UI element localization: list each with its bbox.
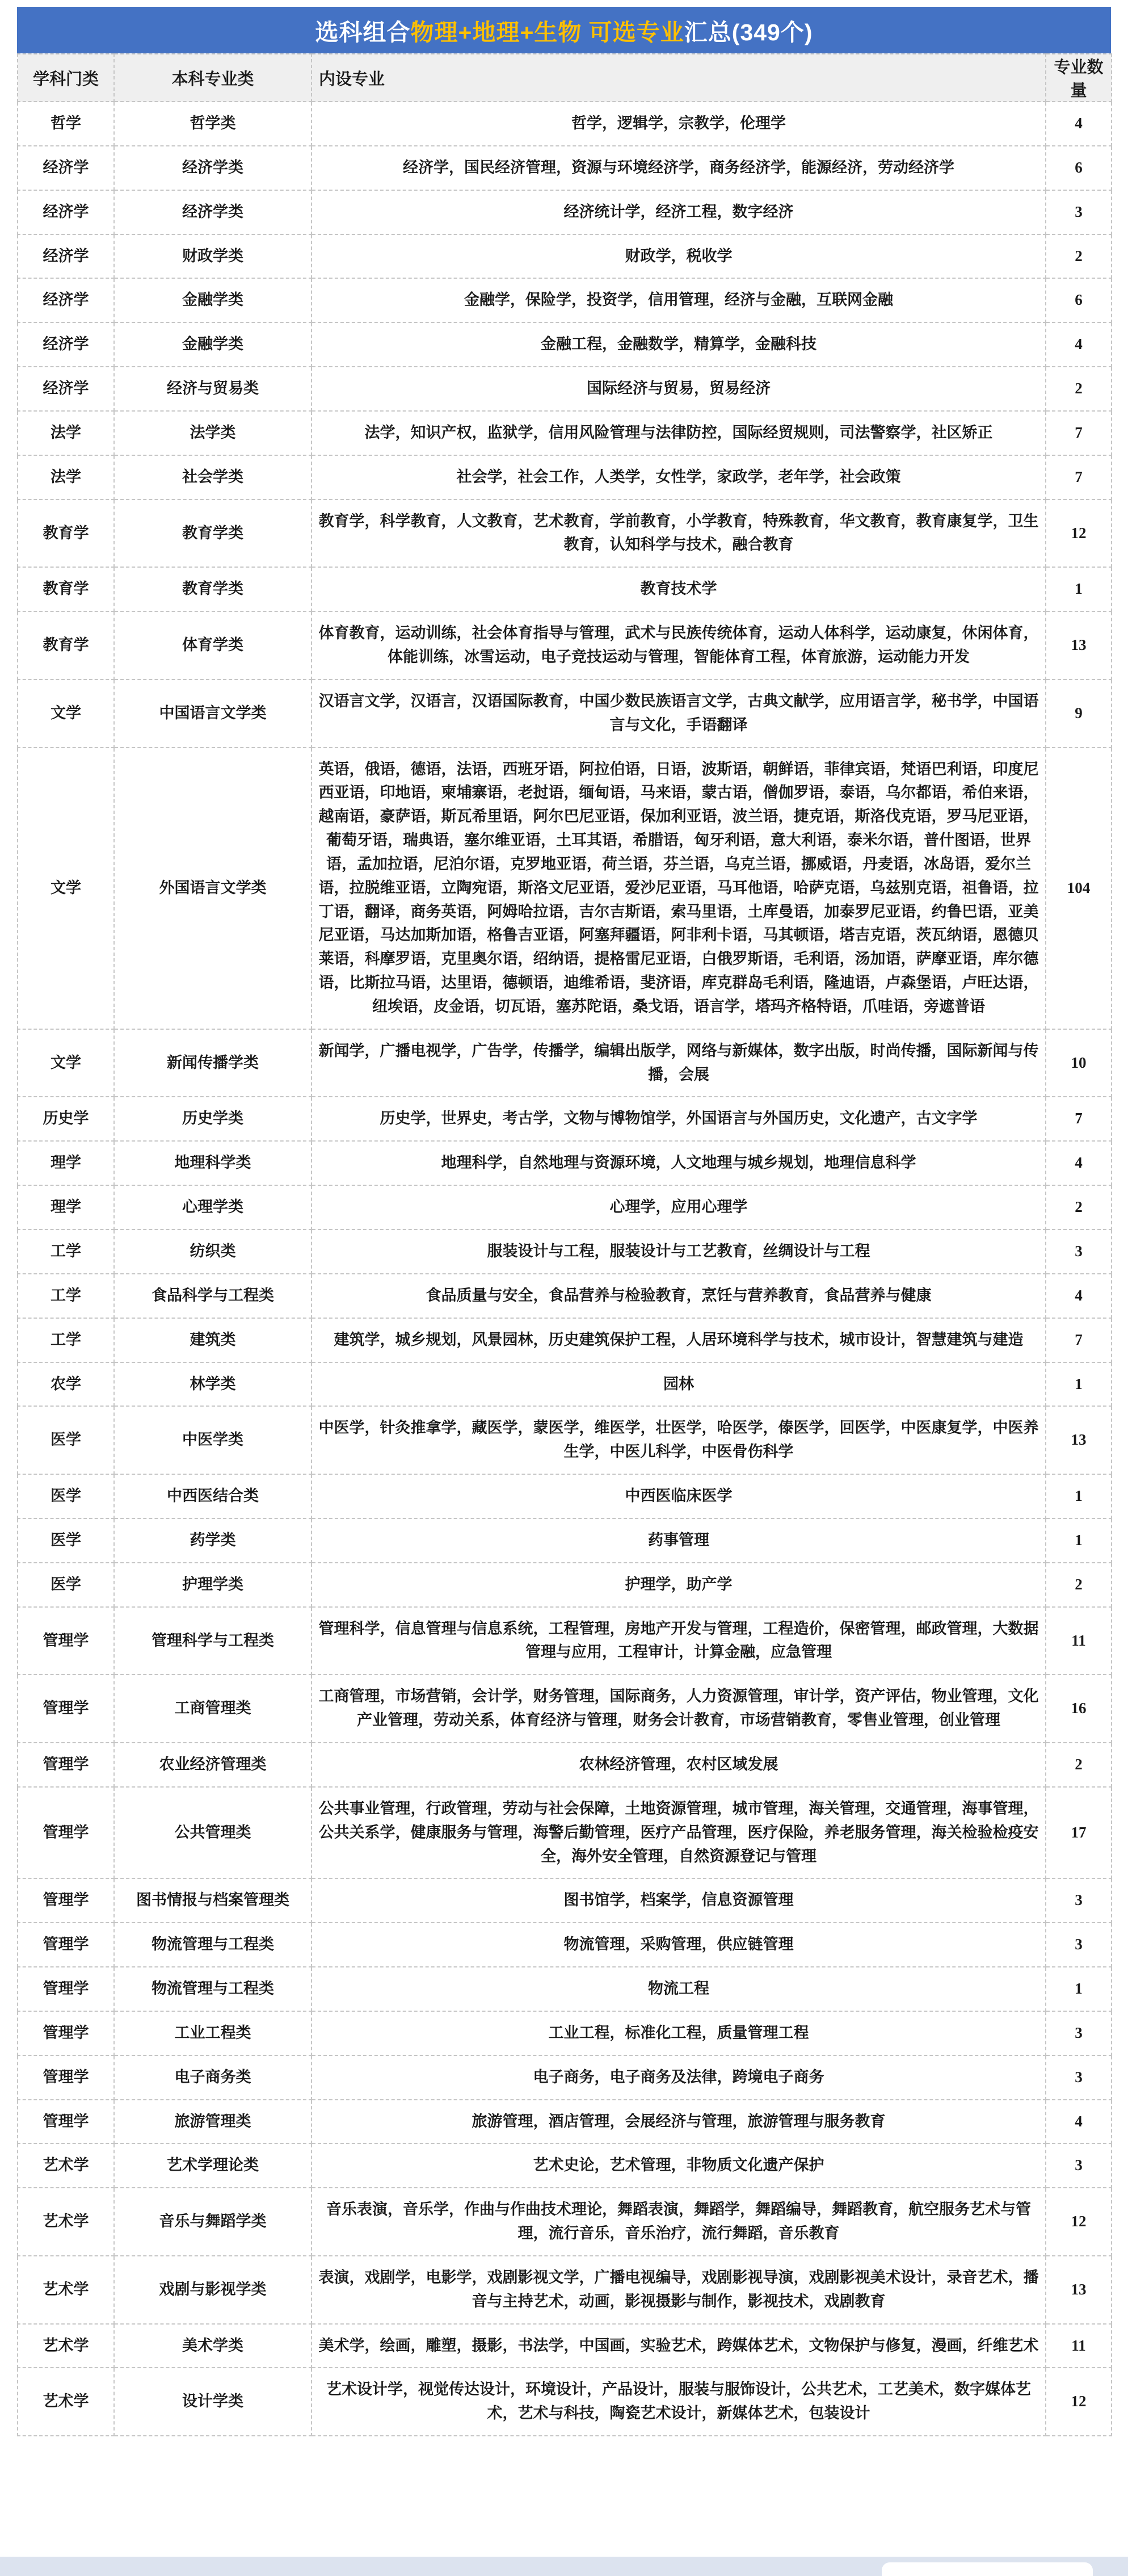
major-count-cell: 12 <box>1046 500 1112 568</box>
major-class-cell: 教育学类 <box>114 500 312 568</box>
major-class-cell: 设计学类 <box>114 2368 312 2436</box>
table-row <box>18 367 1112 411</box>
major-count-cell: 7 <box>1046 455 1112 500</box>
major-count-cell: 7 <box>1046 411 1112 455</box>
major-count-cell: 10 <box>1046 1029 1112 1097</box>
majors-list-cell: 服装设计与工程，服装设计与工艺教育，丝绸设计与工程 <box>312 1230 1046 1274</box>
table-row <box>18 1607 1112 1675</box>
majors-list-cell: 图书馆学，档案学，信息资源管理 <box>312 1878 1046 1923</box>
major-class-cell: 电子商务类 <box>114 2055 312 2100</box>
table-row <box>18 2256 1112 2324</box>
major-class-cell: 护理学类 <box>114 1563 312 1607</box>
category-cell: 法学 <box>18 455 114 500</box>
majors-list-cell: 工业工程，标准化工程，质量管理工程 <box>312 2011 1046 2055</box>
major-count-cell: 13 <box>1046 1406 1112 1474</box>
table-row <box>18 1563 1112 1607</box>
majors-list-cell: 哲学，逻辑学，宗教学，伦理学 <box>312 102 1046 146</box>
header-row <box>18 54 1112 102</box>
major-count-cell: 104 <box>1046 748 1112 1029</box>
majors-list-cell: 地理科学，自然地理与资源环境，人文地理与城乡规划，地理信息科学 <box>312 1141 1046 1185</box>
table-row <box>18 1474 1112 1518</box>
table-row <box>18 278 1112 322</box>
category-cell: 医学 <box>18 1474 114 1518</box>
majors-list-cell: 财政学，税收学 <box>312 234 1046 279</box>
category-cell: 经济学 <box>18 190 114 234</box>
major-count-cell: 2 <box>1046 234 1112 279</box>
majors-list-cell: 护理学，助产学 <box>312 1563 1046 1607</box>
major-count-cell: 4 <box>1046 2100 1112 2144</box>
category-cell: 哲学 <box>18 102 114 146</box>
column-header-category: 学科门类 <box>18 54 114 102</box>
category-cell: 教育学 <box>18 611 114 679</box>
table-row <box>18 455 1112 500</box>
majors-list-cell: 食品质量与安全，食品营养与检验教育，烹饪与营养教育，食品营养与健康 <box>312 1274 1046 1318</box>
category-cell: 法学 <box>18 411 114 455</box>
category-cell: 艺术学 <box>18 2188 114 2256</box>
majors-list-cell: 经济统计学，经济工程，数字经济 <box>312 190 1046 234</box>
major-class-cell: 工商管理类 <box>114 1675 312 1743</box>
table-row <box>18 567 1112 611</box>
category-cell: 医学 <box>18 1518 114 1563</box>
major-class-cell: 纺织类 <box>114 1230 312 1274</box>
major-class-cell: 药学类 <box>114 1518 312 1563</box>
category-cell: 管理学 <box>18 1923 114 1967</box>
category-cell: 管理学 <box>18 1967 114 2011</box>
major-class-cell: 农业经济管理类 <box>114 1743 312 1787</box>
table-row <box>18 322 1112 367</box>
title-prefix: 选科组合 <box>315 19 411 45</box>
column-header-count: 专业数量 <box>1046 54 1112 102</box>
major-class-cell: 管理科学与工程类 <box>114 1607 312 1675</box>
major-count-cell: 3 <box>1046 190 1112 234</box>
majors-list-cell: 旅游管理，酒店管理，会展经济与管理，旅游管理与服务教育 <box>312 2100 1046 2144</box>
major-class-cell: 中国语言文学类 <box>114 679 312 748</box>
major-count-cell: 2 <box>1046 1563 1112 1607</box>
table-row <box>18 2055 1112 2100</box>
category-cell: 艺术学 <box>18 2368 114 2436</box>
major-count-cell: 1 <box>1046 567 1112 611</box>
major-class-cell: 教育学类 <box>114 567 312 611</box>
majors-list-cell: 教育学，科学教育，人文教育，艺术教育，学前教育，小学教育，特殊教育，华文教育，教育康复学，卫生教育，认知科学与技术，融合教育 <box>312 500 1046 568</box>
major-class-cell: 体育学类 <box>114 611 312 679</box>
column-header-major-class: 本科专业类 <box>114 54 312 102</box>
major-count-cell: 1 <box>1046 1362 1112 1407</box>
major-count-cell: 9 <box>1046 679 1112 748</box>
table-row <box>18 411 1112 455</box>
table-row <box>18 1967 1112 2011</box>
major-class-cell: 物流管理与工程类 <box>114 1967 312 2011</box>
category-cell: 艺术学 <box>18 2143 114 2188</box>
category-cell: 文学 <box>18 748 114 1029</box>
category-cell: 工学 <box>18 1230 114 1274</box>
major-count-cell: 3 <box>1046 1923 1112 1967</box>
table-row <box>18 1878 1112 1923</box>
table-row <box>18 2100 1112 2144</box>
category-cell: 医学 <box>18 1563 114 1607</box>
majors-list-cell: 艺术史论，艺术管理，非物质文化遗产保护 <box>312 2143 1046 2188</box>
category-cell: 工学 <box>18 1274 114 1318</box>
table-row <box>18 146 1112 190</box>
major-class-cell: 心理学类 <box>114 1185 312 1230</box>
major-count-cell: 3 <box>1046 1230 1112 1274</box>
major-count-cell: 3 <box>1046 2143 1112 2188</box>
table-row <box>18 1743 1112 1787</box>
table-row <box>18 679 1112 748</box>
major-class-cell: 地理科学类 <box>114 1141 312 1185</box>
table-row <box>18 190 1112 234</box>
major-count-cell: 11 <box>1046 2324 1112 2368</box>
major-count-cell: 2 <box>1046 367 1112 411</box>
table-title <box>17 7 1111 53</box>
category-cell: 经济学 <box>18 322 114 367</box>
majors-list-cell: 管理科学，信息管理与信息系统，工程管理，房地产开发与管理，工程造价，保密管理，邮政管理，大数据管理与应用，工程审计，计算金融，应急管理 <box>312 1607 1046 1675</box>
title-suffix: 汇总(349个) <box>684 19 813 45</box>
major-count-cell: 4 <box>1046 102 1112 146</box>
table-row <box>18 1230 1112 1274</box>
majors-list-cell: 物流管理，采购管理，供应链管理 <box>312 1923 1046 1967</box>
major-count-cell: 4 <box>1046 1274 1112 1318</box>
table-row <box>18 1185 1112 1230</box>
column-header-majors: 内设专业 <box>312 54 1046 102</box>
major-class-cell: 艺术学理论类 <box>114 2143 312 2188</box>
category-cell: 历史学 <box>18 1097 114 1141</box>
majors-list-cell: 法学，知识产权，监狱学，信用风险管理与法律防控，国际经贸规则，司法警察学，社区矫正 <box>312 411 1046 455</box>
table-row <box>18 1274 1112 1318</box>
majors-table <box>17 53 1112 2436</box>
majors-list-cell: 社会学，社会工作，人类学，女性学，家政学，老年学，社会政策 <box>312 455 1046 500</box>
majors-list-cell: 心理学，应用心理学 <box>312 1185 1046 1230</box>
major-class-cell: 美术学类 <box>114 2324 312 2368</box>
majors-list-cell: 物流工程 <box>312 1967 1046 2011</box>
major-class-cell: 戏剧与影视学类 <box>114 2256 312 2324</box>
major-count-cell: 1 <box>1046 1474 1112 1518</box>
major-class-cell: 新闻传播学类 <box>114 1029 312 1097</box>
majors-list-cell: 金融工程，金融数学，精算学，金融科技 <box>312 322 1046 367</box>
category-cell: 艺术学 <box>18 2324 114 2368</box>
category-cell: 文学 <box>18 1029 114 1097</box>
majors-list-cell: 中医学，针灸推拿学，藏医学，蒙医学，维医学，壮医学，哈医学，傣医学，回医学，中医康复学，中医养生学，中医儿科学，中医骨伤科学 <box>312 1406 1046 1474</box>
major-count-cell: 2 <box>1046 1743 1112 1787</box>
major-count-cell: 7 <box>1046 1318 1112 1362</box>
category-cell: 经济学 <box>18 278 114 322</box>
table-row <box>18 1923 1112 1967</box>
table-row <box>18 1675 1112 1743</box>
major-count-cell: 3 <box>1046 1878 1112 1923</box>
major-count-cell: 3 <box>1046 2055 1112 2100</box>
majors-list-cell: 音乐表演，音乐学，作曲与作曲技术理论，舞蹈表演，舞蹈学，舞蹈编导，舞蹈教育，航空服务艺术与管理，流行音乐，音乐治疗，流行舞蹈，音乐教育 <box>312 2188 1046 2256</box>
majors-list-cell: 园林 <box>312 1362 1046 1407</box>
major-count-cell: 3 <box>1046 2011 1112 2055</box>
category-cell: 管理学 <box>18 2055 114 2100</box>
major-count-cell: 7 <box>1046 1097 1112 1141</box>
table-row <box>18 1406 1112 1474</box>
majors-list-cell: 英语，俄语，德语，法语，西班牙语，阿拉伯语，日语，波斯语，朝鲜语，菲律宾语，梵语巴利语，印度尼西亚语，印地语，柬埔寨语，老挝语，缅甸语，马来语，蒙古语，僧伽罗语，泰语，乌尔都语，希伯来语，越南语，豪萨语，斯瓦希里语，阿尔巴尼亚语，保加利亚语，波兰语，捷克语，斯洛伐克语，罗马尼亚语，葡萄牙语，瑞典语，塞尔维亚语，土耳其语，希腊语，匈牙利语，意大利语，泰米尔语，普什图语，世界语，孟加拉语，尼泊尔语，克罗地亚语，荷兰语，芬兰语，乌克兰语，挪威语，丹麦语，冰岛语，爱尔兰语，拉脱维亚语，立陶宛语，斯洛文尼亚语，爱沙尼亚语，马耳他语，哈萨克语，乌兹别克语，祖鲁语，拉丁语，翻译，商务英语，阿姆哈拉语，吉尔吉斯语，索马里语，土库曼语，加泰罗尼亚语，约鲁巴语，亚美尼亚语，马达加斯加语，格鲁吉亚语，阿塞拜疆语，阿非利卡语，马其顿语，塔吉克语，茨瓦纳语，恩德贝莱语，科摩罗语，克里奥尔语，绍纳语，提格雷尼亚语，白俄罗斯语，毛利语，汤加语，萨摩亚语，库尔德语，比斯拉马语，达里语，德顿语，迪维希语，斐济语，库克群岛毛利语，隆迪语，卢森堡语，卢旺达语，纽埃语，皮金语，切瓦语，塞苏陀语，桑戈语，语言学，塔玛齐格特语，爪哇语，旁遮普语 <box>312 748 1046 1029</box>
table-header <box>18 54 1112 102</box>
major-count-cell: 12 <box>1046 2368 1112 2436</box>
table-row <box>18 1318 1112 1362</box>
table-row <box>18 1362 1112 1407</box>
table-row <box>18 1029 1112 1097</box>
category-cell: 文学 <box>18 679 114 748</box>
category-cell: 管理学 <box>18 1607 114 1675</box>
major-count-cell: 1 <box>1046 1967 1112 2011</box>
majors-list-cell: 建筑学，城乡规划，风景园林，历史建筑保护工程，人居环境科学与技术，城市设计，智慧建筑与建造 <box>312 1318 1046 1362</box>
major-class-cell: 金融学类 <box>114 322 312 367</box>
table-row <box>18 1097 1112 1141</box>
table-row <box>18 2324 1112 2368</box>
major-class-cell: 公共管理类 <box>114 1787 312 1879</box>
major-count-cell: 6 <box>1046 278 1112 322</box>
category-cell: 艺术学 <box>18 2256 114 2324</box>
category-cell: 经济学 <box>18 367 114 411</box>
major-count-cell: 17 <box>1046 1787 1112 1879</box>
category-cell: 理学 <box>18 1141 114 1185</box>
category-cell: 教育学 <box>18 567 114 611</box>
major-class-cell: 工业工程类 <box>114 2011 312 2055</box>
table-row <box>18 1141 1112 1185</box>
majors-list-cell: 农林经济管理，农村区域发展 <box>312 1743 1046 1787</box>
category-cell: 教育学 <box>18 500 114 568</box>
major-count-cell: 2 <box>1046 1185 1112 1230</box>
table-row <box>18 1787 1112 1879</box>
category-cell: 医学 <box>18 1406 114 1474</box>
major-count-cell: 13 <box>1046 611 1112 679</box>
category-cell: 农学 <box>18 1362 114 1407</box>
table-body <box>18 102 1112 2436</box>
major-class-cell: 社会学类 <box>114 455 312 500</box>
major-class-cell: 中西医结合类 <box>114 1474 312 1518</box>
major-class-cell: 中医学类 <box>114 1406 312 1474</box>
major-count-cell: 11 <box>1046 1607 1112 1675</box>
table-row <box>18 2143 1112 2188</box>
major-class-cell: 食品科学与工程类 <box>114 1274 312 1318</box>
major-class-cell: 图书情报与档案管理类 <box>114 1878 312 1923</box>
footer-watermark-pill <box>882 2562 1093 2576</box>
major-class-cell: 物流管理与工程类 <box>114 1923 312 1967</box>
majors-list-cell: 汉语言文学，汉语言，汉语国际教育，中国少数民族语言文学，古典文献学，应用语言学，秘书学，中国语言与文化，手语翻译 <box>312 679 1046 748</box>
majors-list-cell: 金融学，保险学，投资学，信用管理，经济与金融，互联网金融 <box>312 278 1046 322</box>
category-cell: 管理学 <box>18 1675 114 1743</box>
major-class-cell: 经济学类 <box>114 190 312 234</box>
title-subject-combo-highlight: 物理+地理+生物 可选专业 <box>410 19 684 45</box>
major-count-cell: 6 <box>1046 146 1112 190</box>
table-row <box>18 500 1112 568</box>
major-count-cell: 1 <box>1046 1518 1112 1563</box>
category-cell: 理学 <box>18 1185 114 1230</box>
table-row <box>18 102 1112 146</box>
major-class-cell: 金融学类 <box>114 278 312 322</box>
major-class-cell: 经济与贸易类 <box>114 367 312 411</box>
majors-list-cell: 公共事业管理，行政管理，劳动与社会保障，土地资源管理，城市管理，海关管理，交通管理，海事管理，公共关系学，健康服务与管理，海警后勤管理，医疗产品管理，医疗保险，养老服务管理，海关检验检疫安全，海外安全管理，自然资源登记与管理 <box>312 1787 1046 1879</box>
major-class-cell: 音乐与舞蹈学类 <box>114 2188 312 2256</box>
table-row <box>18 611 1112 679</box>
majors-list-cell: 国际经济与贸易，贸易经济 <box>312 367 1046 411</box>
major-class-cell: 哲学类 <box>114 102 312 146</box>
footer-strip <box>0 2557 1128 2576</box>
table-row <box>18 748 1112 1029</box>
category-cell: 工学 <box>18 1318 114 1362</box>
majors-list-cell: 中西医临床医学 <box>312 1474 1046 1518</box>
table-row <box>18 234 1112 279</box>
major-class-cell: 建筑类 <box>114 1318 312 1362</box>
majors-list-cell: 经济学，国民经济管理，资源与环境经济学，商务经济学，能源经济，劳动经济学 <box>312 146 1046 190</box>
major-class-cell: 财政学类 <box>114 234 312 279</box>
major-count-cell: 4 <box>1046 1141 1112 1185</box>
category-cell: 管理学 <box>18 1787 114 1879</box>
majors-list-cell: 美术学，绘画，雕塑，摄影，书法学，中国画，实验艺术，跨媒体艺术，文物保护与修复，漫画，纤维艺术 <box>312 2324 1046 2368</box>
major-count-cell: 12 <box>1046 2188 1112 2256</box>
majors-list-cell: 历史学，世界史，考古学，文物与博物馆学，外国语言与外国历史，文化遗产，古文字学 <box>312 1097 1046 1141</box>
major-class-cell: 林学类 <box>114 1362 312 1407</box>
category-cell: 管理学 <box>18 1743 114 1787</box>
category-cell: 经济学 <box>18 234 114 279</box>
category-cell: 经济学 <box>18 146 114 190</box>
majors-list-cell: 药事管理 <box>312 1518 1046 1563</box>
table-row <box>18 2011 1112 2055</box>
major-class-cell: 外国语言文学类 <box>114 748 312 1029</box>
major-class-cell: 历史学类 <box>114 1097 312 1141</box>
major-class-cell: 旅游管理类 <box>114 2100 312 2144</box>
majors-list-cell: 电子商务，电子商务及法律，跨境电子商务 <box>312 2055 1046 2100</box>
major-count-cell: 13 <box>1046 2256 1112 2324</box>
table-row <box>18 2188 1112 2256</box>
major-class-cell: 经济学类 <box>114 146 312 190</box>
majors-list-cell: 新闻学，广播电视学，广告学，传播学，编辑出版学，网络与新媒体，数字出版，时尚传播，国际新闻与传播，会展 <box>312 1029 1046 1097</box>
majors-list-cell: 体育教育，运动训练，社会体育指导与管理，武术与民族传统体育，运动人体科学，运动康复，休闲体育，体能训练，冰雪运动，电子竞技运动与管理，智能体育工程，体育旅游，运动能力开发 <box>312 611 1046 679</box>
table-row <box>18 2368 1112 2436</box>
majors-list-cell: 艺术设计学，视觉传达设计，环境设计，产品设计，服装与服饰设计，公共艺术，工艺美术，数字媒体艺术，艺术与科技，陶瓷艺术设计，新媒体艺术，包装设计 <box>312 2368 1046 2436</box>
major-class-cell: 法学类 <box>114 411 312 455</box>
majors-table-container <box>17 7 1111 2556</box>
majors-list-cell: 工商管理，市场营销，会计学，财务管理，国际商务，人力资源管理，审计学，资产评估，物业管理，文化产业管理，劳动关系，体育经济与管理，财务会计教育，市场营销教育，零售业管理，创业管理 <box>312 1675 1046 1743</box>
category-cell: 管理学 <box>18 1878 114 1923</box>
majors-list-cell: 教育技术学 <box>312 567 1046 611</box>
table-row <box>18 1518 1112 1563</box>
major-count-cell: 4 <box>1046 322 1112 367</box>
category-cell: 管理学 <box>18 2100 114 2144</box>
majors-list-cell: 表演，戏剧学，电影学，戏剧影视文学，广播电视编导，戏剧影视导演，戏剧影视美术设计，录音艺术，播音与主持艺术，动画，影视摄影与制作，影视技术，戏剧教育 <box>312 2256 1046 2324</box>
major-count-cell: 16 <box>1046 1675 1112 1743</box>
category-cell: 管理学 <box>18 2011 114 2055</box>
